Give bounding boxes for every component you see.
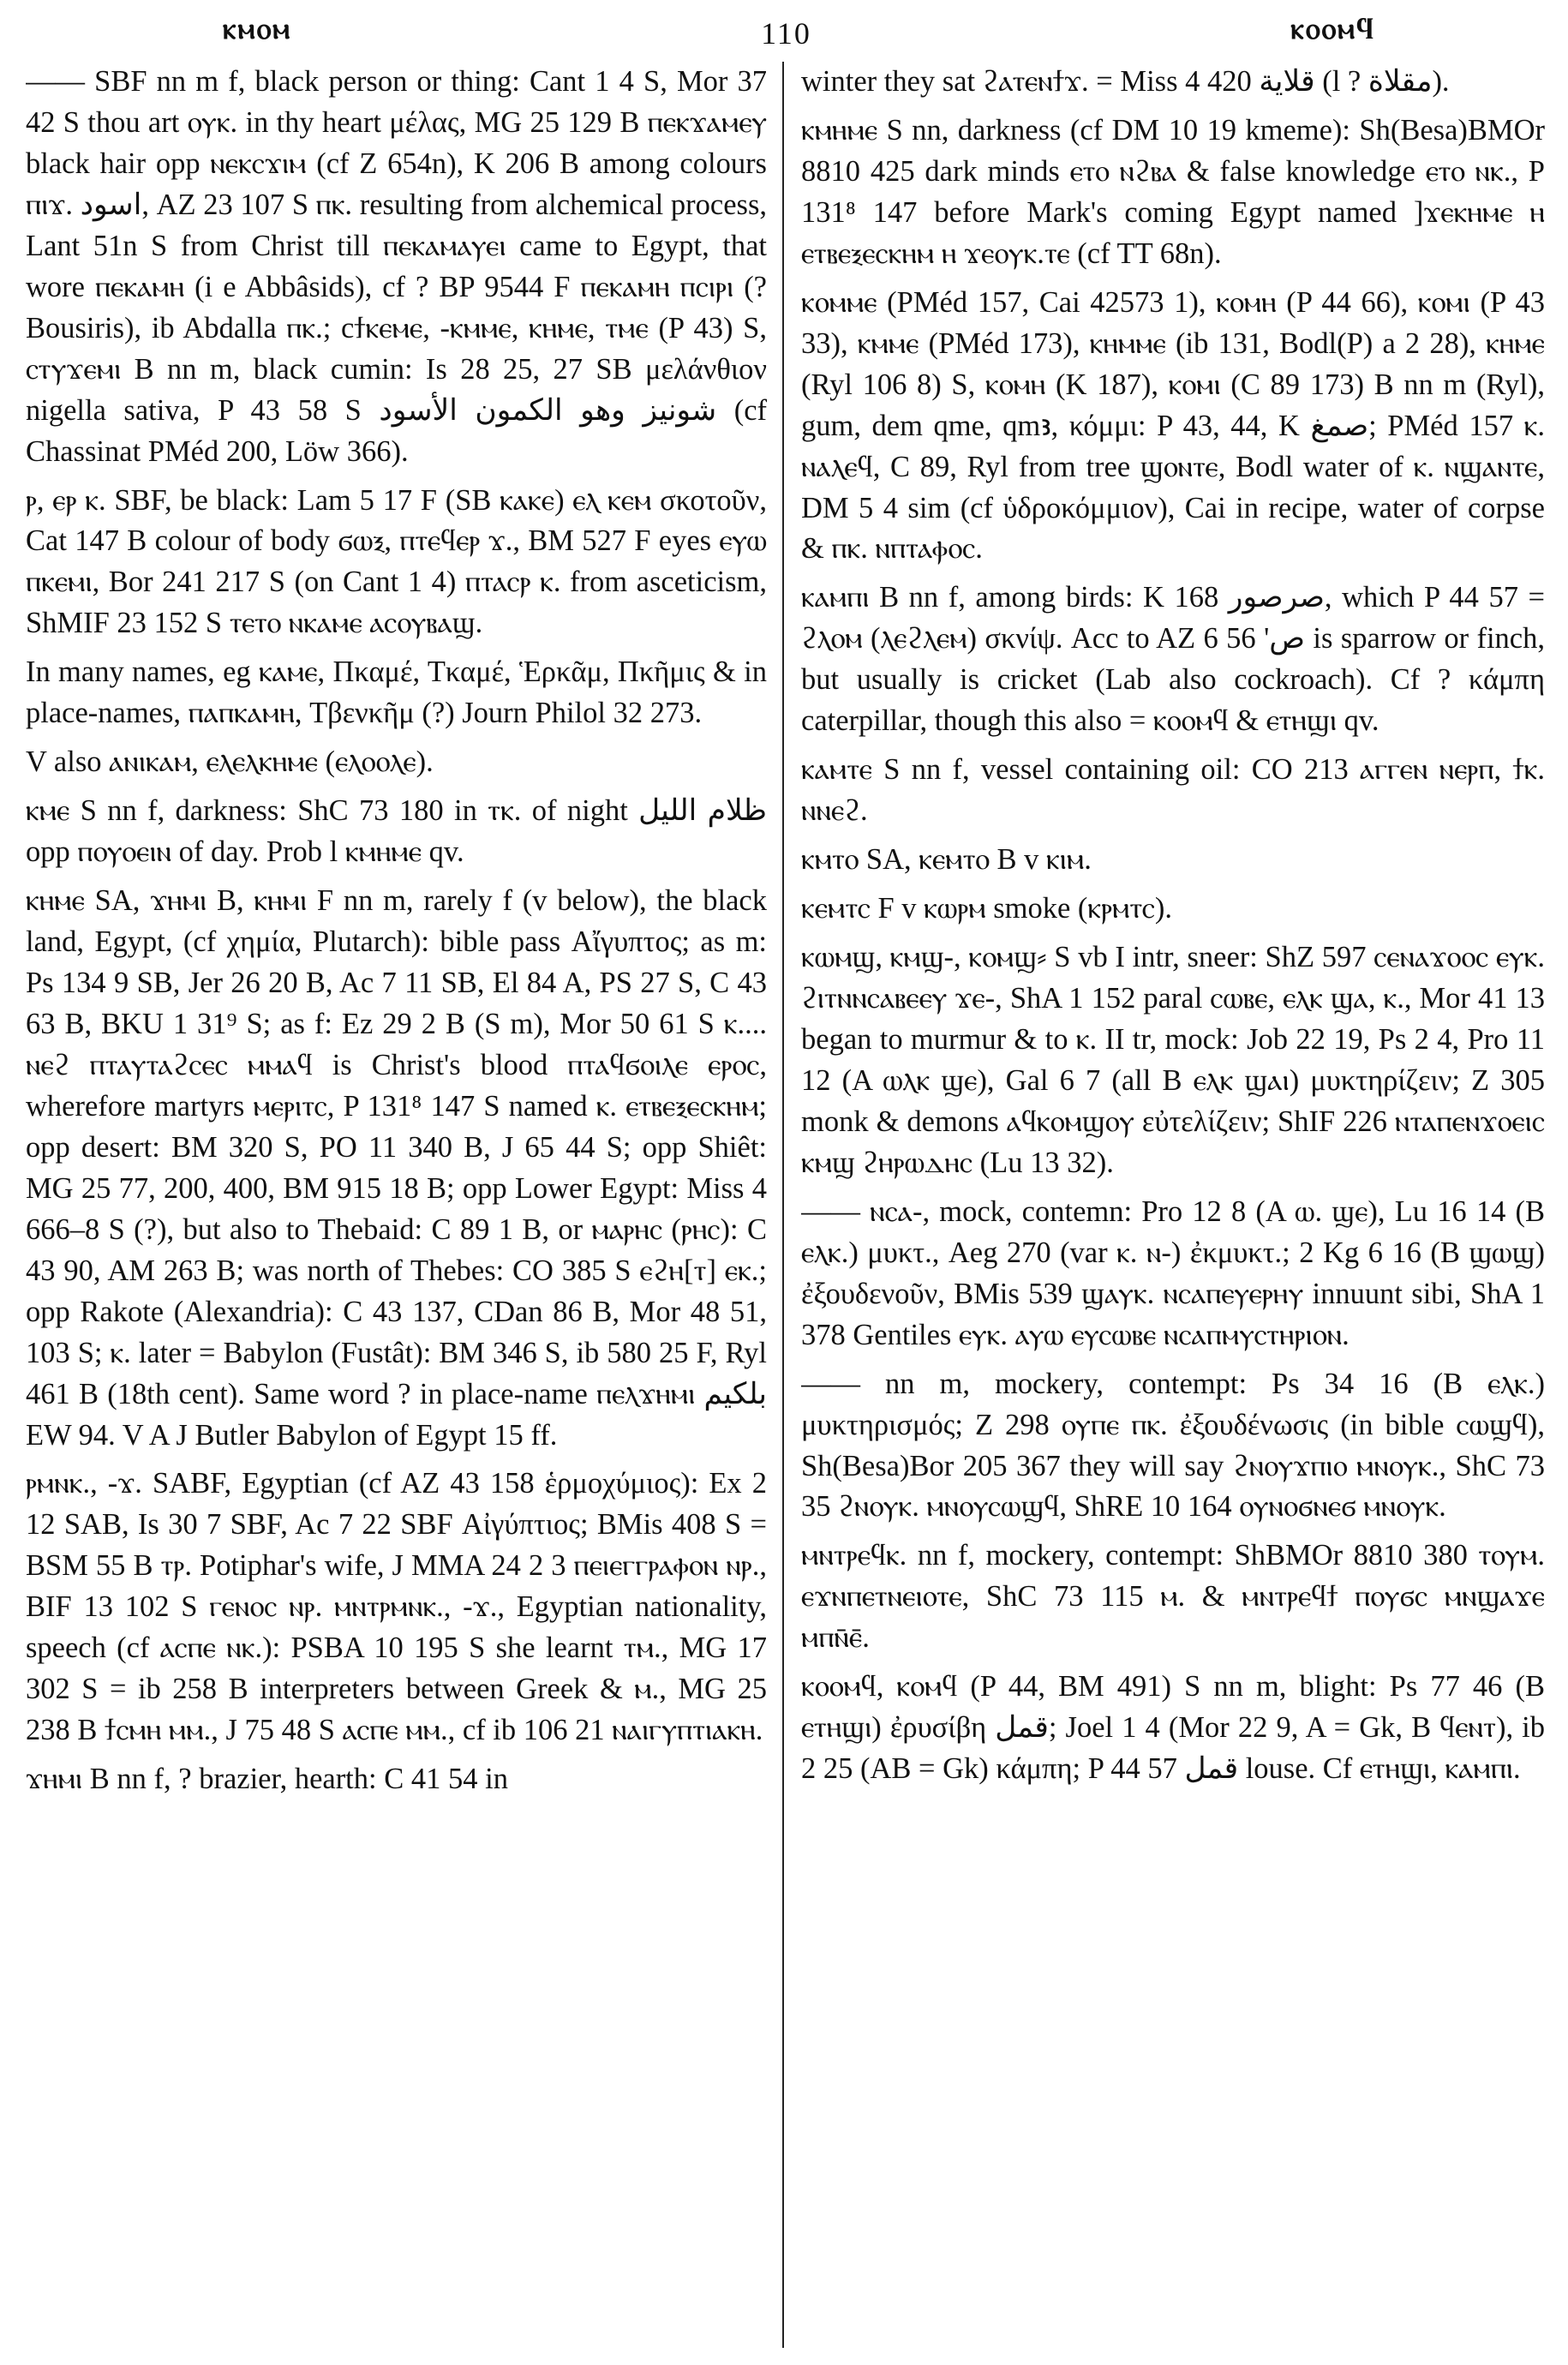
column-divider	[782, 62, 784, 2348]
entry-paragraph: ⲕⲏⲙⲉ SA, ϫⲏⲙⲓ B, ⲕⲏⲙⲓ F nn m, rarely f (v below), the black land, Egypt, (cf χημία, Plutarch): bible pass Αἴγυπτος; as m: Ps 134 9 SB, Jer 26 20 B, Ac 7 11 SB, El 84 A, PS 27 S, C 43 63 B, BKU 1 31⁹ S; as f: Ez 29 2 B (S m), Mor 50 61 S ⲕ.... ⲛⲉϩ ⲡⲧⲁⲩⲧⲁϩⲥⲉⲥ ⲙⲙⲁϥ is Christ's blood ⲡⲧⲁϥϭⲟⲓⲗⲉ ⲉⲣⲟⲥ, wherefore martyrs ⲙⲉⲣⲓⲧⲥ, P 131⁸ 147 S named ⲕ. ⲉⲧⲃⲉⲝⲉⲥⲕⲏⲙ; opp desert: BM 320 S, PO 11 340 B, J 65 44 S; opp Shiêt: MG 25 77, 200, 400, BM 915 18 B; opp Lower Egypt: Miss 4 666–8 S (?), but also to Thebaid: C 89 1 B, or ⲙⲁⲣⲏⲥ (ⲣⲏⲥ): C 43 90, AM 263 B; was north of Thebes: CO 385 S ⲉϩⲏ[ⲧ] ⲉⲕ.; opp Rakote (Alexandria): C 43 137, CDan 86 B, Mor 48 51, 103 S; ⲕ. later = Babylon (Fustât): BM 346 S, ib 580 25 F, Ryl 461 B (18th cent). Same word ? in place-name ⲡⲉⲗϫⲏⲙⲓ بلكيم EW 94. V A J Butler Babylon of Egypt 15 ff.	[26, 884, 767, 1452]
entry-paragraph: ⲕⲟⲟⲙϥ, ⲕⲟⲙϥ (P 44, BM 491) S nn m, blight: Ps 77 46 (B ⲉⲧⲏϣⲓ) ἐρυσίβη قمل; Joel 1 4 (Mor 22 9, A = Gk, B ϥⲉⲛⲧ), ib 2 25 (AB = Gk) κάμπη; P 44 57 قمل louse. Cf ⲉⲧⲏϣⲓ, ⲕⲁⲙⲡⲓ.	[801, 1670, 1545, 1786]
left-column	[26, 62, 767, 2348]
entry-paragraph: ⲙⲛⲧⲣⲉϥⲕ. nn f, mockery, contempt: ShBMOr 8810 380 ⲧⲟⲩⲙ. ⲉϫⲛⲡⲉⲧⲛⲉⲓⲟⲧⲉ, ShC 73 115 ⲙ. & ⲙⲛⲧⲣⲉϥϯ ⲡⲟⲩϭⲥ ⲙⲛϣⲁϫⲉ ⲙⲡⲛ̄ⲉ̄.	[801, 1539, 1545, 1655]
entry-paragraph: —— nn m, mockery, contempt: Ps 34 16 (B ⲉⲗⲕ.) μυκτηρισμός; Z 298 ⲟⲩⲡⲉ ⲡⲕ. ἐξουδένωσις (in bible ⲥⲱϣϥ), Sh(Besa)Bor 205 367 they will say ϩⲛⲟⲩϫⲡⲓⲟ ⲙⲛⲟⲩⲕ., ShC 73 35 ϩⲛⲟⲩⲕ. ⲙⲛⲟⲩⲥⲱϣϥ, ShRE 10 164 ⲟⲩⲛⲟϭⲛⲉϭ ⲙⲛⲟⲩⲕ.	[801, 1367, 1545, 1524]
left-running-headword: ⲕⲙⲟⲙ	[223, 14, 292, 45]
entry-paragraph: winter they sat ϩⲁⲧⲉⲛϯϫ. = Miss 4 420 قلاية (l ? مقلاة).	[801, 65, 1450, 98]
entry-paragraph: ⲕⲁⲙⲧⲉ S nn f, vessel containing oil: CO 213 ⲁⲅⲅⲉⲛ ⲛⲉⲣⲡ, ϯⲕ. ⲛⲛⲉϩ.	[801, 753, 1545, 828]
entry-paragraph: ⲣ, ⲉⲣ ⲕ. SBF, be black: Lam 5 17 F (SB ⲕⲁⲕⲉ) ⲉⲗ ⲕⲉⲙ σκοτοῦν, Cat 147 B colour of body ϭⲱⲝ, ⲡⲧⲉϥⲉⲣ ϫ., BM 527 F eyes ⲉⲩⲱ ⲡⲕⲉⲙⲓ, Bor 241 217 S (on Cant 1 4) ⲡⲧⲁⲥⲣ ⲕ. from asceticism, ShMIF 23 152 S ⲧⲉⲧⲟ ⲛⲕⲁⲙⲉ ⲁⲥⲟⲩⲃⲁϣ.	[26, 483, 767, 640]
entry-paragraph: ⲕⲱⲙϣ, ⲕⲙϣ-, ⲕⲟⲙϣ⸗ S vb I intr, sneer: ShZ 597 ⲥⲉⲛⲁϫⲟⲟⲥ ⲉⲩⲕ. ϩⲓⲧⲛⲛⲥⲁⲃⲉⲉⲩ ϫⲉ-, ShA 1 152 paral ⲥⲱⲃⲉ, ⲉⲗⲕ ϣⲁ, ⲕ., Mor 41 13 began to murmur & to ⲕ. II tr, mock: Job 22 19, Ps 2 4, Pro 11 12 (A ⲱⲗⲕ ϣⲉ), Gal 6 7 (all B ⲉⲗⲕ ϣⲁⲓ) μυκτηρίζειν; Z 305 monk & demons ⲁϥⲕⲟⲙϣⲟⲩ εὐτελίζειν; ShIF 226 ⲛⲧⲁⲡⲉⲛϫⲟⲉⲓⲥ ⲕⲙϣ ϩⲏⲣⲱⲇⲏⲥ (Lu 13 32).	[801, 941, 1545, 1179]
right-column	[801, 62, 1545, 2348]
entry-paragraph: ⲕⲁⲙⲡⲓ B nn f, among birds: K 168 صرصور, which P 44 57 = ϩⲗⲟⲙ (ⲗⲉϩⲗⲉⲙ) σκνίψ. Acc to AZ 6 56 'ص is sparrow or finch, but usually is cricket (Lab also cockroach). Cf ? κάμπη caterpillar, though this also = ⲕⲟⲟⲙϥ & ⲉⲧⲏϣⲓ qv.	[801, 581, 1545, 738]
entry-paragraph: ϫⲏⲙⲓ B nn f, ? brazier, hearth: C 41 54 in	[26, 1763, 508, 1796]
entry-paragraph: V also ⲁⲛⲓⲕⲁⲙ, ⲉⲗⲉⲗⲕⲏⲙⲉ (ⲉⲗⲟⲟⲗⲉ).	[26, 745, 434, 779]
entry-paragraph: —— ⲛⲥⲁ-, mock, contemn: Pro 12 8 (A ⲱ. ϣⲉ), Lu 16 14 (B ⲉⲗⲕ.) μυκτ., Aeg 270 (var ⲕ. ⲛ-) ἐκμυκτ.; 2 Kg 6 16 (B ϣⲱϣ) ἐξουδενοῦν, BMis 539 ϣⲁⲩⲕ. ⲛⲥⲁⲡⲉⲩⲉⲣⲏⲩ innuunt sibi, ShA 1 378 Gentiles ⲉⲩⲕ. ⲁⲩⲱ ⲉⲩⲥⲱⲃⲉ ⲛⲥⲁⲡⲙⲩⲥⲧⲏⲣⲓⲟⲛ.	[801, 1194, 1545, 1351]
page-number: 110	[761, 16, 811, 51]
entry-paragraph: ⲕⲟⲙⲙⲉ (PMéd 157, Cai 42573 1), ⲕⲟⲙⲏ (P 44 66), ⲕⲟⲙⲓ (P 43 33), ⲕⲙⲙⲉ (PMéd 173), ⲕⲏⲙⲙⲉ (ib 131, Bodl(P) a 2 28), ⲕⲏⲙⲉ (Ryl 106 8) S, ⲕⲟⲙⲏ (K 187), ⲕⲟⲙⲓ (C 89 173) B nn m (Ryl), gum, dem qme, qmꜣ, κόμμι: P 43, 44, K صمغ; PMéd 157 ⲕ. ⲛⲁⲗⲉϥ, C 89, Ryl from tree ϣⲟⲛⲧⲉ, Bodl water of ⲕ. ⲛϣⲁⲛⲧⲉ, DM 5 4 sim (cf ὑδροκόμμιον), Cai in recipe, water of corpse & ⲡⲕ. ⲛⲡⲧⲁⲫⲟⲥ.	[801, 285, 1545, 566]
entry-paragraph: ⲕⲙⲉ S nn f, darkness: ShC 73 180 in ⲧⲕ. of night ظلام الليل opp ⲡⲟⲩⲟⲉⲓⲛ of day. Prob l ⲕⲙⲏⲙⲉ qv.	[26, 794, 767, 869]
entry-paragraph: —— SBF nn m f, black person or thing: Cant 1 4 S, Mor 37 42 S thou art ⲟⲩⲕ. in thy heart μέλας, MG 25 129 B ⲡⲉⲕϫⲁⲙⲉⲩ black hair opp ⲛⲉⲕⲥϫⲓⲙ (cf Z 654n), K 206 B among colours ⲡⲓϫ. اسود, AZ 23 107 S ⲡⲕ. resulting from alchemical process, Lant 51n S from Christ till ⲡⲉⲕⲁⲙⲁⲩⲉⲓ came to Egypt, that wore ⲡⲉⲕⲁⲙⲏ (i e Abbâsids), cf ? BP 9544 F ⲡⲉⲕⲁⲙⲏ ⲡⲥⲓⲣⲓ (? Bousiris), ib Abdalla ⲡⲕ.; cϯⲕⲉⲙⲉ, -ⲕⲙⲙⲉ, ⲕⲏⲙⲉ, ⲧⲙⲉ (P 43) S, ⲥⲧⲩϫⲉⲙⲓ B nn m, black cumin: Is 28 25, 27 SB μελάνθιον nigella sativa, P 43 58 S شونيز وهو الكمون الأسود (cf Chassinat PMéd 200, Löw 366).	[26, 65, 767, 468]
entry-paragraph: In many names, eg ⲕⲁⲙⲉ, Πκαμέ, Τκαμέ, Ἑρκᾶμ, Πκῆμις & in place-names, ⲡⲁⲡⲕⲁⲙⲏ, Τβενκῆμ (?) Journ Philol 32 273.	[26, 656, 767, 730]
entry-paragraph: ⲕⲙⲧⲟ SA, ⲕⲉⲙⲧⲟ B v ⲕⲓⲙ.	[801, 843, 1092, 877]
entry-paragraph: ⲕⲙⲏⲙⲉ S nn, darkness (cf DM 10 19 kmeme): Sh(Besa)BMOr 8810 425 dark minds ⲉⲧⲟ ⲛϩⲃⲁ & false knowledge ⲉⲧⲟ ⲛⲕ., P 131⁸ 147 before Mark's coming Egypt named ]ϫⲉⲕⲏⲙⲉ ⲏ ⲉⲧⲃⲉⲝⲉⲥⲕⲏⲙ ⲏ ϫⲉⲟⲩⲕ.ⲧⲉ (cf TT 68n).	[801, 113, 1545, 270]
entry-paragraph: ⲣⲙⲛⲕ., -ϫ. SABF, Egyptian (cf AZ 43 158 ἑρμοχύμιος): Ex 2 12 SAB, Is 30 7 SBF, Ac 7 22 SBF Αἰγύπτιος; BMis 408 S = BSM 55 B ⲧⲣ. Potiphar's wife, J MMA 24 2 3 ⲡⲉⲓⲉⲅⲅⲣⲁⲫⲟⲛ ⲛⲣ., BIF 13 102 S ⲅⲉⲛⲟⲥ ⲛⲣ. ⲙⲛⲧⲣⲙⲛⲕ., -ϫ., Egyptian nationality, speech (cf ⲁⲥⲡⲉ ⲛⲕ.): PSBA 10 195 S she learnt ⲧⲙ., MG 17 302 S = ib 258 B interpreters between Greek & ⲙ., MG 25 238 B ϯⲥⲙⲏ ⲙⲙ., J 75 48 S ⲁⲥⲡⲉ ⲙⲙ., cf ib 106 21 ⲛⲁⲓⲅⲩⲡⲧⲓⲁⲕⲏ.	[26, 1467, 767, 1747]
right-running-headword: ⲕⲟⲟⲙϥ	[1290, 14, 1375, 45]
page-header	[26, 10, 1547, 50]
entry-paragraph: ⲕⲉⲙⲧⲥ F v ⲕⲱⲣⲙ smoke (ⲕⲣⲙⲧⲥ).	[801, 892, 1172, 925]
